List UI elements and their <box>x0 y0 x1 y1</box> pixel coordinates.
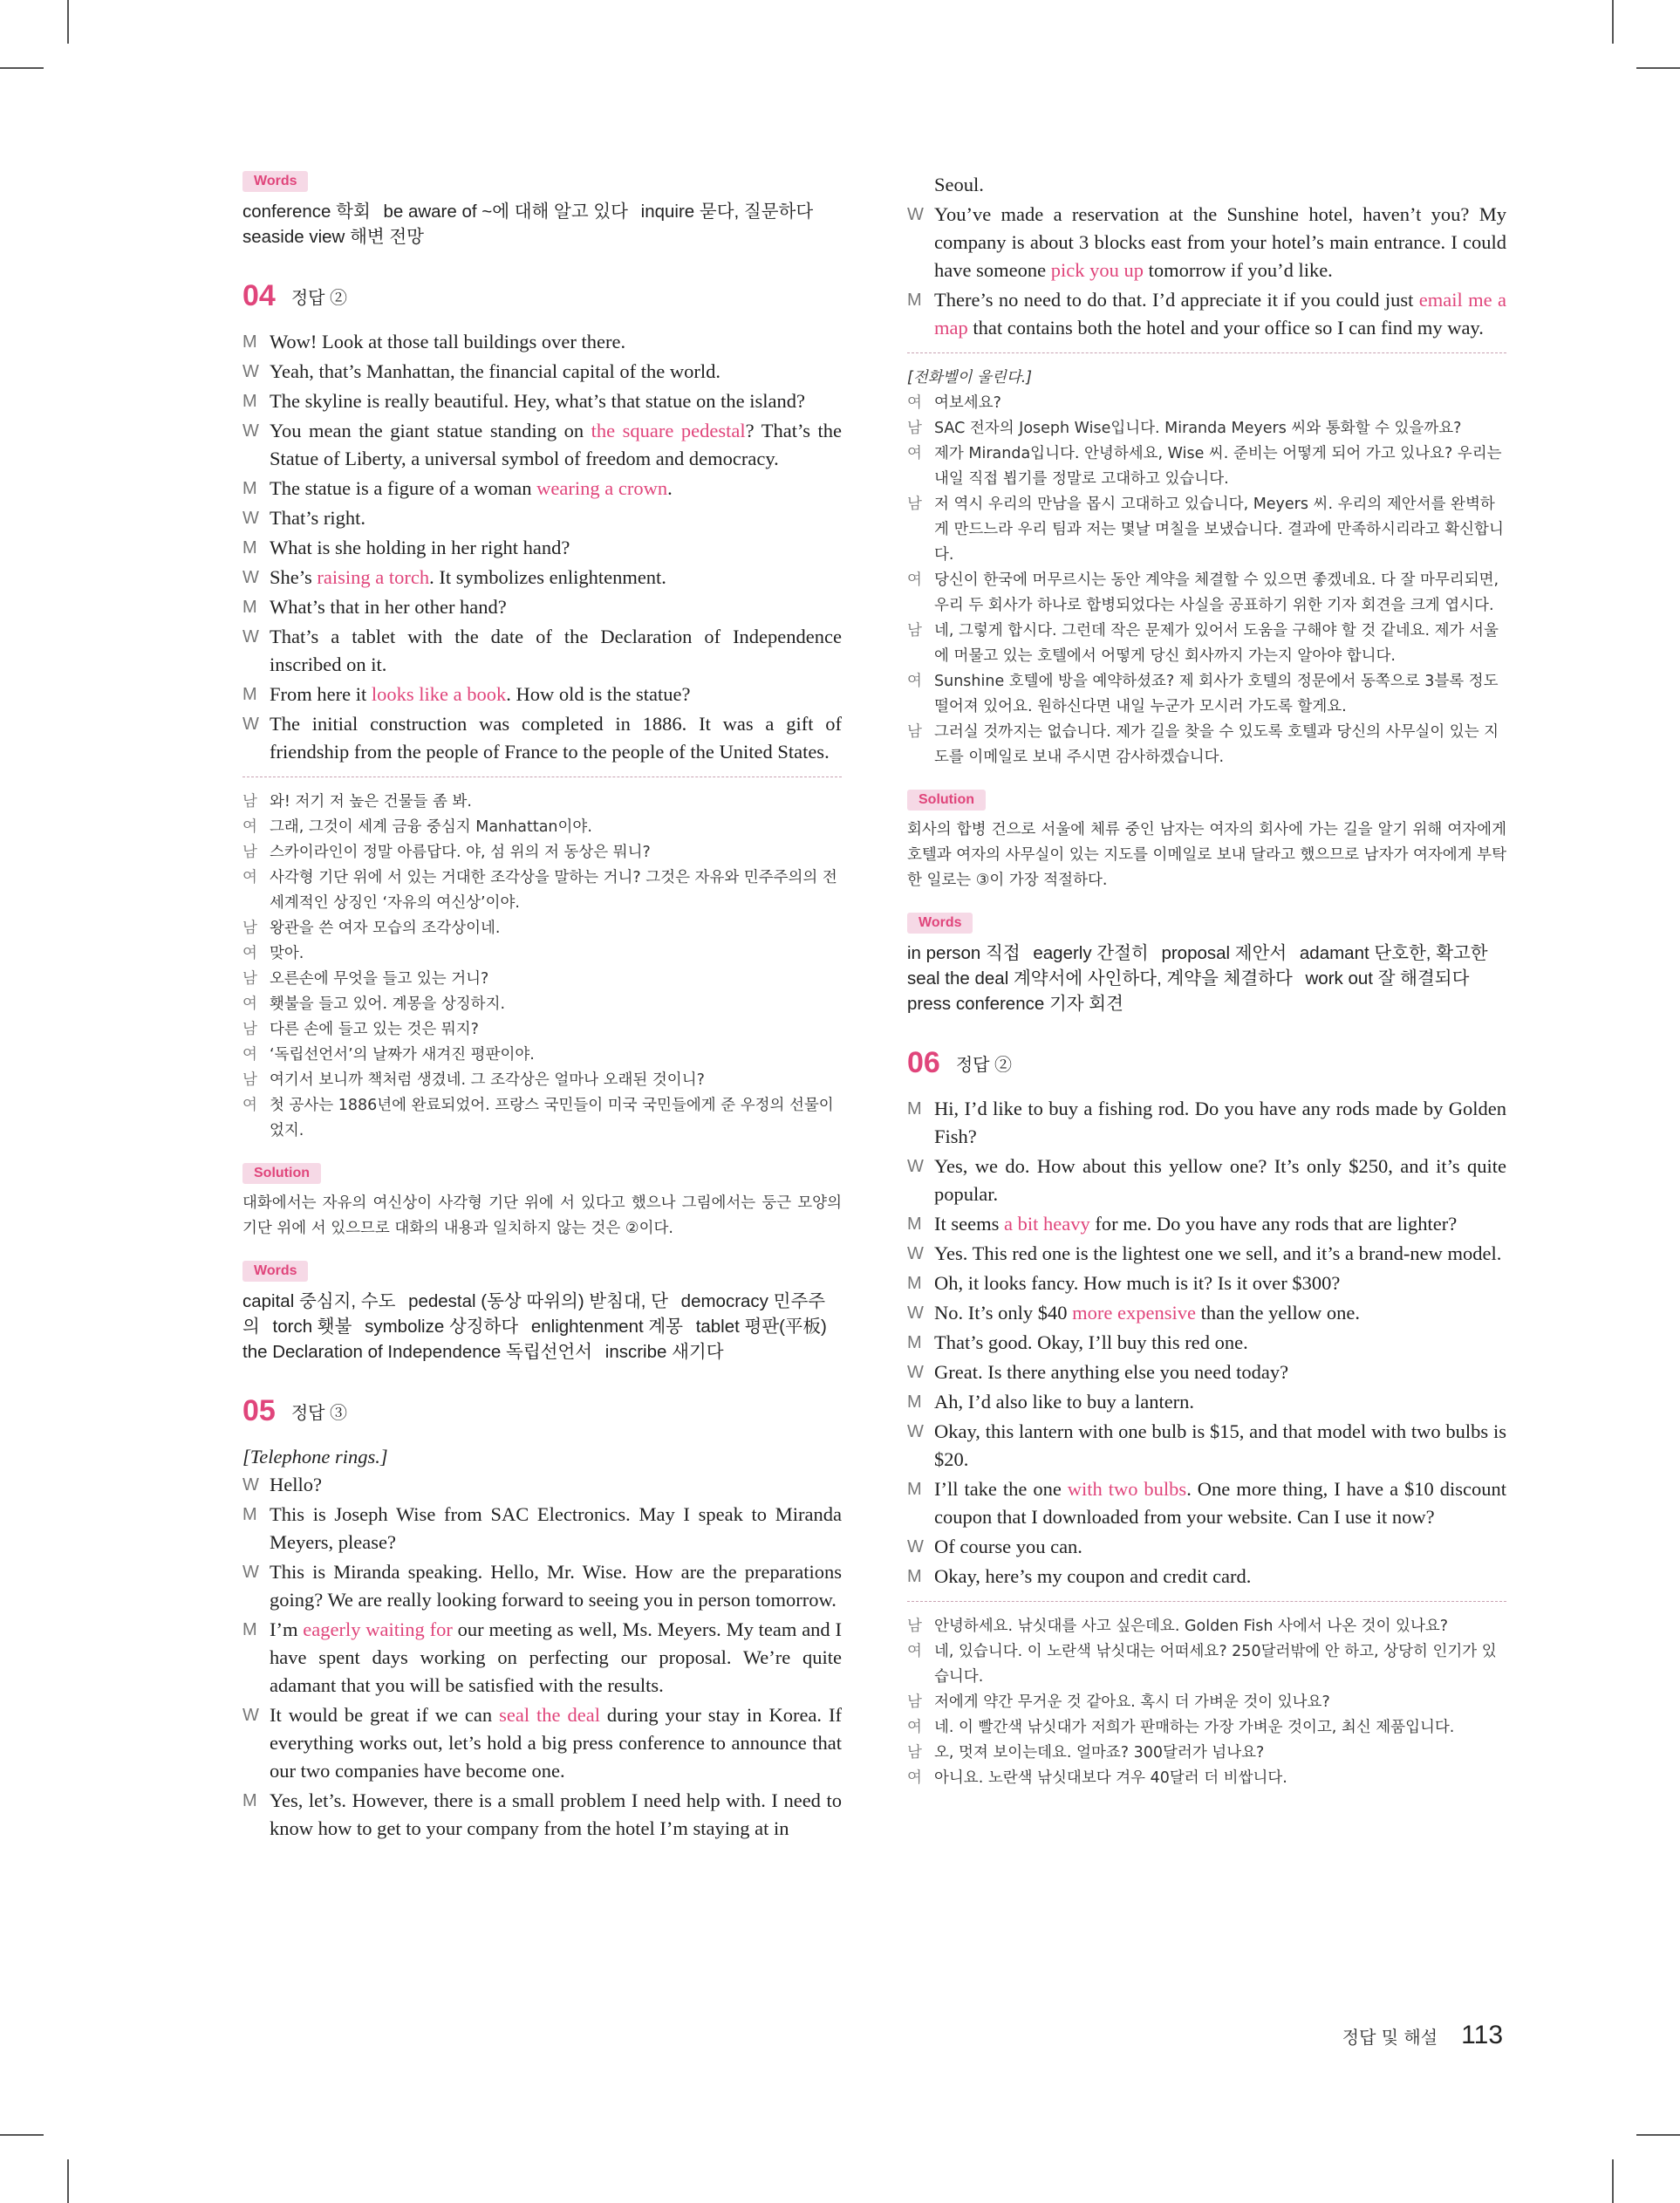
speaker-label: M <box>907 1567 922 1586</box>
speaker-label: 여 <box>907 1719 922 1736</box>
dialogue-text: ? That’s the Statue of Liberty, a universal symbol of freedom and democracy. <box>270 420 842 469</box>
highlight-phrase: more expensive <box>1072 1302 1196 1324</box>
dialogue-text: than the yellow one. <box>1195 1302 1361 1324</box>
vocab-term: conference 학회 <box>242 202 371 222</box>
speaker-label: 남 <box>242 793 257 811</box>
dialogue-line <box>907 1388 1506 1416</box>
translation-line <box>242 790 842 815</box>
question-number: 04 <box>242 279 276 312</box>
speaker-label: M <box>907 1099 922 1119</box>
crop-mark <box>0 67 44 69</box>
speaker-label: 여 <box>907 571 922 589</box>
translation-line <box>242 967 842 992</box>
dialogue-text: What is she holding in her right hand? <box>270 537 570 558</box>
solution-text: 회사의 합병 건으로 서울에 체류 중인 남자는 여자의 회사에 가는 길을 알기 위해 여자에게 호텔과 여자의 사무실이 있는 지도를 이메일로 보내 달라고 했으므로 남자가 여자에게 부탁한 일로는 ③이 가장 적절하다. <box>907 821 1506 889</box>
speaker-label: 여 <box>907 1769 922 1787</box>
speaker-label: M <box>242 1620 257 1639</box>
dialogue-text: . How old is the statue? <box>506 683 691 705</box>
vocab-list <box>242 1289 842 1365</box>
dialogue-line <box>907 1533 1506 1561</box>
translation-line <box>242 815 842 840</box>
speaker-label: 남 <box>242 1071 257 1089</box>
dialogue-line <box>242 1501 842 1556</box>
dialogue-text: No. It’s only $40 <box>934 1302 1073 1324</box>
translation-line <box>242 1017 842 1043</box>
translation-line <box>907 1715 1506 1741</box>
vocab-term: seaside view 해변 전망 <box>242 227 424 247</box>
translation-line <box>907 1741 1506 1766</box>
dialogue-line <box>242 475 842 503</box>
dialogue-text: that contains both the hotel and your office so I can find my way. <box>967 317 1484 339</box>
vocab-term: enlightenment 계몽 <box>530 1317 683 1337</box>
translation-text: 네, 그렇게 합시다. 그런데 작은 문제가 있어서 도움을 구해야 할 것 같네요. 제가 서울에 머물고 있는 호텔에서 어떻게 당신 회사까지 가는지 알아야 합니다. <box>934 622 1499 665</box>
dialogue-text: You’ve made a reservation at the Sunshine hotel, haven’t you? My company is about 3 blocks east from your hotel’s main entrance. I could have someone <box>934 203 1506 281</box>
answer-label: 정답 ② <box>290 289 348 308</box>
question-06-header <box>907 1046 1506 1084</box>
divider <box>907 1601 1506 1602</box>
dialogue-line <box>242 564 842 592</box>
dialogue-text: That’s good. Okay, I’ll buy this red one. <box>934 1331 1248 1353</box>
speaker-label: M <box>907 291 922 310</box>
dialogue-line <box>242 710 842 766</box>
translation-line <box>907 1690 1506 1715</box>
vocab-term: democracy 민주주의 <box>242 1291 826 1337</box>
crop-mark <box>1636 2134 1680 2136</box>
speaker-label: W <box>242 715 259 734</box>
dialogue-line <box>242 358 842 386</box>
dialogue-text: Yes, we do. How about this yellow one? It’s only $250, and it’s quite popular. <box>934 1155 1506 1205</box>
dialogue-text: . One more thing, I have a $10 discount coupon that I downloaded from your website. Can I use it now? <box>934 1478 1506 1528</box>
solution-badge: Solution <box>907 790 986 811</box>
speaker-label: 남 <box>907 1693 922 1711</box>
crop-mark <box>67 0 69 44</box>
vocab-term: inquire 묻다, 질문하다 <box>640 202 814 222</box>
translation-text: Sunshine 호텔에 방을 예약하셨죠? 제 회사가 호텔의 정문에서 동쪽으로 3블록 정도 떨어져 있어요. 원하신다면 내일 누군가 모시러 가도록 할게요. <box>934 673 1499 715</box>
speaker-label: M <box>907 1274 922 1293</box>
translation-text: 횃불을 들고 있어. 계몽을 상징하지. <box>270 995 506 1013</box>
dialogue-text: The skyline is really beautiful. Hey, what’s that statue on the island? <box>270 390 806 412</box>
highlight-phrase: pick you up <box>1050 259 1144 281</box>
vocab-term: torch 횃불 <box>272 1317 352 1337</box>
speaker-label: 남 <box>907 420 922 437</box>
vocab-term: seal the deal 계약서에 사인하다, 계약을 체결하다 <box>907 968 1293 989</box>
speaker-label: 여 <box>907 394 922 412</box>
dialogue-text: There’s no need to do that. I’d appreciate it if you could just <box>934 289 1419 311</box>
answer-label: 정답 ② <box>955 1056 1013 1075</box>
dialogue-text: Wow! Look at those tall buildings over there. <box>270 331 626 352</box>
dialogue-text: It would be great if we can <box>270 1704 500 1726</box>
speaker-label: W <box>242 362 259 381</box>
question-05-header <box>242 1394 842 1433</box>
dialogue-text: Hi, I’d like to buy a fishing rod. Do you have any rods made by Golden Fish? <box>934 1098 1506 1147</box>
speaker-label: W <box>242 1475 259 1495</box>
vocab-term: in person 직접 <box>907 943 1021 963</box>
dialogue-line <box>907 1095 1506 1151</box>
dialogue-text: for me. Do you have any rods that are lighter? <box>1089 1213 1458 1235</box>
speaker-label: 여 <box>907 445 922 462</box>
speaker-label: 남 <box>907 1744 922 1762</box>
speaker-label: 남 <box>242 844 257 861</box>
translation-line <box>907 1614 1506 1639</box>
crop-mark <box>67 2159 69 2203</box>
speaker-label: 여 <box>242 818 257 836</box>
speaker-label: W <box>242 509 259 528</box>
translation-line <box>242 1068 842 1093</box>
dialogue-text: The statue is a figure of a woman <box>270 477 537 499</box>
highlight-phrase: a bit heavy <box>1003 1213 1090 1235</box>
translation-text: 여보세요? <box>934 394 1001 412</box>
dialogue-line <box>242 1471 842 1499</box>
translation-text: 첫 공사는 1886년에 완료되었어. 프랑스 국민들이 미국 국민들에게 준 우정의 선물이었지. <box>270 1097 834 1139</box>
dialogue-05-left <box>242 1471 842 1843</box>
translation-text: 맞아. <box>270 945 304 962</box>
divider <box>907 352 1506 353</box>
speaker-label: M <box>242 538 257 558</box>
words-block-top <box>242 171 842 250</box>
dialogue-line <box>907 201 1506 284</box>
dialogue-line <box>907 1299 1506 1327</box>
speaker-label: W <box>907 1244 924 1263</box>
dialogue-text: Okay, this lantern with one bulb is $15, and that model with two bulbs is $20. <box>934 1420 1506 1470</box>
speaker-label: W <box>907 1363 924 1382</box>
speaker-label: W <box>907 1157 924 1176</box>
translation-line <box>242 992 842 1017</box>
dialogue-line <box>907 1563 1506 1591</box>
dialogue-text: That’s a tablet with the date of the Declaration of Independence inscribed on it. <box>270 626 842 675</box>
highlight-phrase: eagerly waiting for <box>303 1618 453 1640</box>
vocab-list <box>242 199 842 250</box>
speaker-label: W <box>907 1422 924 1441</box>
translation-line <box>242 840 842 865</box>
translation-text: 안녕하세요. 낚싯대를 사고 싶은데요. Golden Fish 사에서 나온 것이 있나요? <box>934 1618 1449 1635</box>
highlight-phrase: with two bulbs <box>1067 1478 1187 1500</box>
dialogue-line <box>242 681 842 708</box>
dialogue-text: Yes. This red one is the lightest one we sell, and it’s a brand-new model. <box>934 1242 1502 1264</box>
words-badge: Words <box>907 913 973 934</box>
translation-line <box>242 1093 842 1144</box>
dialogue-text: From here it <box>270 683 372 705</box>
speaker-label: M <box>242 479 257 498</box>
dialogue-text: Yeah, that’s Manhattan, the financial capital of the world. <box>270 360 720 382</box>
dialogue-text: . <box>667 477 673 499</box>
dialogue-line <box>907 1329 1506 1357</box>
translation-text: 스카이라인이 정말 아름답다. 야, 섬 위의 저 동상은 뭐니? <box>270 844 651 861</box>
dialogue-text: Yes, let’s. However, there is a small problem I need help with. I need to know how to get to your company from the hotel I’m staying at in <box>270 1789 842 1839</box>
translation-line <box>907 441 1506 492</box>
dialogue-line <box>242 1701 842 1785</box>
dialogue-text: Great. Is there anything else you need today? <box>934 1361 1289 1383</box>
dialogue-text: Okay, here’s my coupon and credit card. <box>934 1565 1252 1587</box>
dialogue-text: our meeting as well, Ms. Meyers. My team and I have spent days working on perfecting our proposal. We’re quite adamant that you will be satisfied with the results. <box>270 1618 842 1696</box>
question-number: 05 <box>242 1394 276 1427</box>
speaker-label: W <box>907 1303 924 1323</box>
page-number: 113 <box>1461 2021 1503 2049</box>
translation-text: 여기서 보니까 책처럼 생겼네. 그 조각상은 얼마나 오래된 것이니? <box>270 1071 705 1089</box>
translation-line <box>907 492 1506 568</box>
translation-text: 네, 있습니다. 이 노란색 낚싯대는 어떠세요? 250달러밖에 안 하고, 상당히 인기가 있습니다. <box>934 1643 1497 1686</box>
dialogue-line <box>242 328 842 356</box>
highlight-phrase: seal the deal <box>499 1704 600 1726</box>
words-badge: Words <box>242 171 308 192</box>
dialogue-line <box>242 387 842 415</box>
speaker-label: 여 <box>242 945 257 962</box>
translation-text: SAC 전자의 Joseph Wise입니다. Miranda Meyers 씨와 통화할 수 있을까요? <box>934 420 1462 437</box>
speaker-label: 남 <box>907 723 922 741</box>
solution-block-04 <box>242 1163 842 1242</box>
dialogue-text: I’m <box>270 1618 304 1640</box>
translation-line <box>242 916 842 941</box>
translation-line <box>907 1766 1506 1791</box>
vocab-term: pedestal (동상 따위의) 받침대, 단 <box>408 1291 668 1311</box>
speaker-label: W <box>907 205 924 224</box>
translation-04 <box>242 790 842 1144</box>
translation-text: 와! 저기 저 높은 건물들 좀 봐. <box>270 793 472 811</box>
dialogue-text: That’s right. <box>270 507 365 529</box>
translation-text: 왕관을 쓴 여자 모습의 조각상이네. <box>270 920 501 937</box>
translation-text: 저에게 약간 무거운 것 같아요. 혹시 더 가벼운 것이 있나요? <box>934 1693 1330 1711</box>
speaker-label: W <box>242 1706 259 1725</box>
dialogue-text: Of course you can. <box>934 1536 1082 1557</box>
translation-text: ‘독립선언서’의 날짜가 새겨진 평판이야. <box>270 1046 535 1064</box>
dialogue-05-right <box>907 201 1506 342</box>
dialogue-line <box>242 593 842 621</box>
speaker-label: M <box>907 1333 922 1352</box>
translation-text: 다른 손에 들고 있는 것은 뭐지? <box>270 1021 479 1038</box>
dialogue-line <box>242 504 842 532</box>
solution-badge: Solution <box>242 1163 321 1184</box>
speaker-label: W <box>242 421 259 441</box>
translation-line <box>907 720 1506 770</box>
dialogue-text: I’ll take the one <box>934 1478 1068 1500</box>
dialogue-04 <box>242 328 842 766</box>
crop-mark <box>0 2134 44 2136</box>
dialogue-line <box>907 1418 1506 1474</box>
vocab-term: symbolize 상징하다 <box>365 1317 519 1337</box>
translation-text: 아니요. 노란색 낚싯대보다 겨우 40달러 더 비쌉니다. <box>934 1769 1287 1787</box>
speaker-label: 여 <box>242 869 257 886</box>
vocab-term: proposal 제안서 <box>1161 943 1287 963</box>
vocab-term: tablet 평판(平板) <box>695 1317 827 1337</box>
translation-line <box>907 568 1506 619</box>
translation-text: 사각형 기단 위에 서 있는 거대한 조각상을 말하는 거니? 그것은 자유와 민주주의의 전 세계적인 상징인 ‘자유의 여신상’이야. <box>270 869 837 912</box>
translation-text: 그래, 그것이 세계 금융 중심지 Manhattan이야. <box>270 818 592 836</box>
speaker-label: M <box>907 1392 922 1412</box>
left-column <box>242 171 842 1844</box>
speaker-label: M <box>242 1791 257 1810</box>
words-block-05 <box>907 913 1506 1016</box>
speaker-label: 여 <box>907 673 922 690</box>
vocab-term: be aware of ~에 대해 알고 있다 <box>383 202 628 222</box>
dialogue-text: You mean the giant statue standing on <box>270 420 591 441</box>
dialogue-line <box>242 1616 842 1700</box>
translation-text: 오, 멋져 보이는데요. 얼마죠? 300달러가 넘나요? <box>934 1744 1265 1762</box>
dialogue-line <box>907 1240 1506 1268</box>
speaker-label: M <box>242 685 257 704</box>
speaker-label: W <box>242 627 259 647</box>
speaker-label: 여 <box>242 995 257 1013</box>
dialogue-text: The initial construction was completed in 1886. It was a gift of friendship from the people of France to the people of the United States. <box>270 713 842 763</box>
highlight-phrase: looks like a book <box>371 683 507 705</box>
vocab-term: press conference 기자 회견 <box>907 994 1123 1014</box>
vocab-term: the Declaration of Independence 독립선언서 <box>242 1342 593 1362</box>
speaker-label: W <box>242 568 259 587</box>
speaker-label: 남 <box>907 496 922 513</box>
speaker-label: 여 <box>242 1097 257 1114</box>
dialogue-continuation: Seoul. <box>934 174 984 195</box>
dialogue-line <box>242 417 842 473</box>
words-badge: Words <box>242 1261 308 1282</box>
translation-line <box>242 865 842 916</box>
dialogue-text: Ah, I’d also like to buy a lantern. <box>934 1391 1195 1413</box>
dialogue-text: Hello? <box>270 1474 322 1495</box>
dialogue-line <box>907 1269 1506 1297</box>
dialogue-text: What’s that in her other hand? <box>270 596 507 618</box>
speaker-label: 남 <box>907 622 922 640</box>
translation-line <box>907 619 1506 669</box>
question-number: 06 <box>907 1046 940 1079</box>
translation-line <box>907 669 1506 720</box>
dialogue-text: This is Joseph Wise from SAC Electronics. May I speak to Miranda Meyers, please? <box>270 1503 842 1553</box>
speaker-label: 남 <box>242 970 257 988</box>
highlight-phrase: the square pedestal <box>591 420 746 441</box>
stage-direction: [Telephone rings.] <box>242 1446 388 1468</box>
vocab-term: capital 중심지, 수도 <box>242 1291 396 1311</box>
translation-text: 당신이 한국에 머무르시는 동안 계약을 체결할 수 있으면 좋겠네요. 다 잘 마무리되면, 우리 두 회사가 하나로 합병되었다는 사실을 공표하기 위한 기자 회견을 크게 엽시다. <box>934 571 1499 614</box>
page-footer <box>1342 2021 1503 2050</box>
dialogue-line <box>907 286 1506 342</box>
translation-text: 네. 이 빨간색 낚싯대가 저희가 판매하는 가장 가벼운 것이고, 최신 제품입니다. <box>934 1719 1455 1736</box>
vocab-term: eagerly 간절히 <box>1033 943 1149 963</box>
translation-text: 제가 Miranda입니다. 안녕하세요, Wise 씨. 준비는 어떻게 되어 가고 있나요? 우리는 내일 직접 뵙기를 정말로 고대하고 있습니다. <box>934 445 1502 488</box>
speaker-label: W <box>907 1537 924 1556</box>
speaker-label: 남 <box>242 1021 257 1038</box>
speaker-label: W <box>242 1563 259 1582</box>
highlight-phrase: raising a torch <box>317 566 430 588</box>
vocab-term: adamant 단호한, 확고한 <box>1299 943 1488 963</box>
vocab-term: work out 잘 해결되다 <box>1305 968 1470 989</box>
dialogue-line <box>907 1153 1506 1208</box>
question-04-header <box>242 279 842 318</box>
dialogue-text: . It symbolizes enlightenment. <box>429 566 666 588</box>
solution-text: 대화에서는 자유의 여신상이 사각형 기단 위에 서 있다고 했으나 그림에서는 둥근 모양의 기단 위에 서 있으므로 대화의 내용과 일치하지 않는 것은 ②이다. <box>242 1194 842 1237</box>
translation-line <box>242 941 842 967</box>
crop-mark <box>1636 67 1680 69</box>
speaker-label: 남 <box>907 1618 922 1635</box>
highlight-phrase: wearing a crown <box>536 477 668 499</box>
dialogue-line <box>242 534 842 562</box>
translation-text: 그러실 것까지는 없습니다. 제가 길을 찾을 수 있도록 호텔과 당신의 사무실이 있는 지도를 이메일로 보내 주시면 감사하겠습니다. <box>934 723 1499 766</box>
answer-label: 정답 ③ <box>290 1404 348 1423</box>
dialogue-line <box>242 1558 842 1614</box>
dialogue-line <box>242 1787 842 1843</box>
vocab-list <box>907 941 1506 1016</box>
speaker-label: M <box>242 332 257 352</box>
speaker-label: 남 <box>242 920 257 937</box>
footer-title: 정답 및 해설 <box>1342 2027 1438 2048</box>
speaker-label: M <box>242 1505 257 1524</box>
translation-text: 저 역시 우리의 만남을 몹시 고대하고 있습니다, Meyers 씨. 우리의 제안서를 완벽하게 만드느라 우리 팀과 저는 몇날 며칠을 보냈습니다. 결과에 만족하시리라고 확신합니다. <box>934 496 1504 564</box>
dialogue-text: It seems <box>934 1213 1004 1235</box>
translation-stage-direction: [전화벨이 울린다.] <box>907 369 1033 387</box>
speaker-label: M <box>907 1214 922 1234</box>
translation-line <box>907 1639 1506 1690</box>
speaker-label: M <box>907 1480 922 1499</box>
solution-block-05 <box>907 790 1506 893</box>
crop-mark <box>1612 2159 1614 2203</box>
dialogue-text: She’s <box>270 566 318 588</box>
dialogue-06 <box>907 1095 1506 1591</box>
speaker-label: 여 <box>907 1643 922 1660</box>
translation-text: 오른손에 무엇을 들고 있는 거니? <box>270 970 489 988</box>
translation-06 <box>907 1614 1506 1791</box>
speaker-label: 여 <box>242 1046 257 1064</box>
right-column <box>907 171 1506 1791</box>
dialogue-text: Oh, it looks fancy. How much is it? Is it over $300? <box>934 1272 1341 1294</box>
translation-line <box>907 416 1506 441</box>
highlight-phrase: email me a map <box>934 289 1506 339</box>
crop-mark <box>1612 0 1614 44</box>
dialogue-line <box>907 1358 1506 1386</box>
translation-line <box>242 1043 842 1068</box>
dialogue-text: This is Miranda speaking. Hello, Mr. Wise. How are the preparations going? We are really looking forward to seeing you in person tomorrow. <box>270 1561 842 1611</box>
words-block-04 <box>242 1261 842 1365</box>
dialogue-line <box>907 1210 1506 1238</box>
dialogue-line <box>907 1475 1506 1531</box>
dialogue-text: tomorrow if you’d like. <box>1143 259 1333 281</box>
translation-05 <box>907 391 1506 770</box>
dialogue-text: during your stay in Korea. If everything works out, let’s hold a big press conference to announce that our two companies have become one. <box>270 1704 842 1782</box>
speaker-label: M <box>242 598 257 617</box>
dialogue-line <box>242 623 842 679</box>
vocab-term: inscribe 새기다 <box>604 1342 724 1362</box>
speaker-label: M <box>242 392 257 411</box>
translation-line <box>907 391 1506 416</box>
